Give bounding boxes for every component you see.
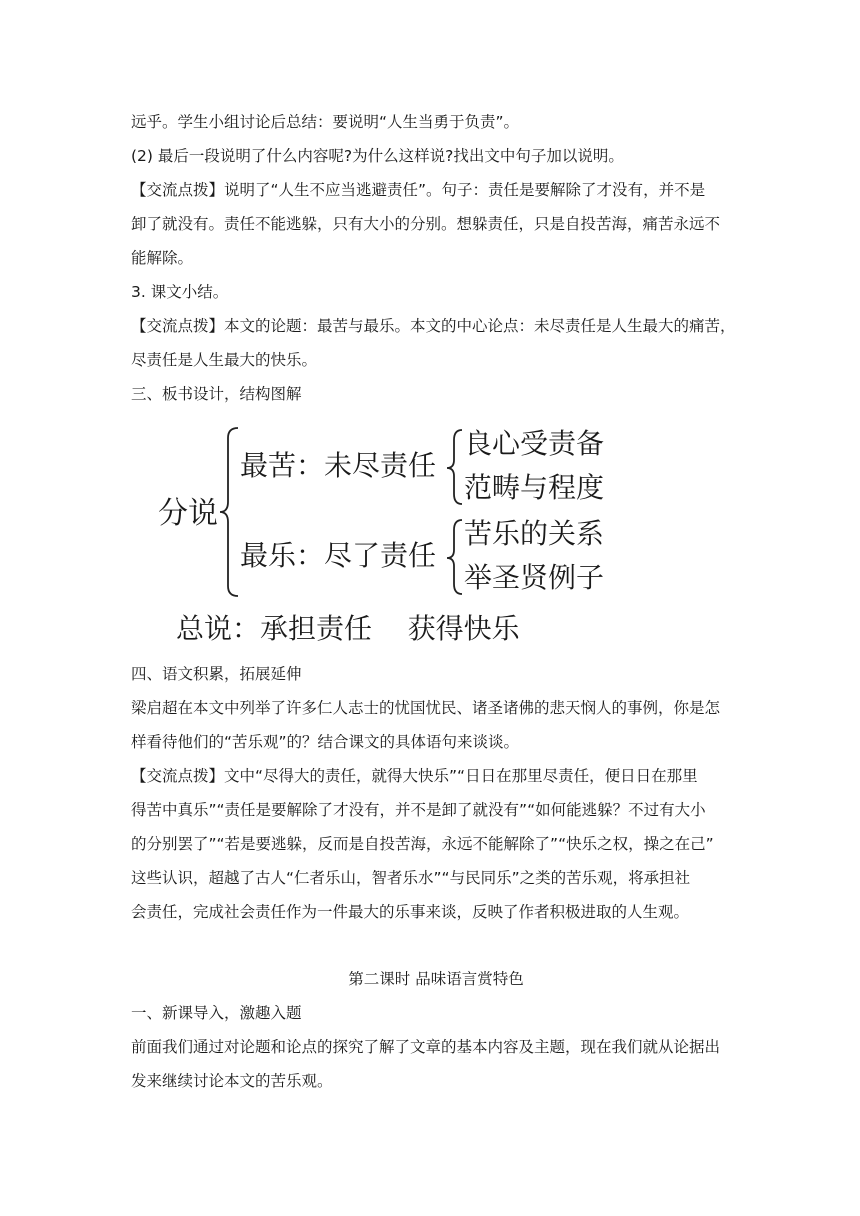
leaf-label: 举圣贤例子 (464, 561, 605, 594)
branch-brace (447, 430, 462, 504)
lesson-title: 第二课时 品味语言赏特色 (348, 970, 524, 988)
diagram-summary: 总说：承担责任 获得快乐 (176, 612, 520, 645)
section-heading: 四、语文积累，拓展延伸 (131, 665, 302, 683)
text-line: 尽责任是人生最大的快乐。 (131, 351, 318, 369)
text-line: 【交流点拨】说明了“人生不应当逃避责任”。句子：责任是要解除了才没有，并不是 (131, 181, 706, 199)
section-heading: 3. 课文小结。 (131, 283, 229, 301)
text-line: 【交流点拨】文中“尽得大的责任，就得大快乐”“日日在那里尽责任，便日日在那里 (131, 767, 698, 785)
section-heading: 三、板书设计，结构图解 (131, 385, 302, 403)
section-heading: 一、新课导入，激趣入题 (131, 1004, 302, 1022)
text-line: 梁启超在本文中列举了许多仁人志士的忧国忧民、诸圣诸佛的悲天悯人的事例，你是怎 (131, 699, 721, 717)
text-line: 发来继续讨论本文的苦乐观。 (131, 1072, 333, 1090)
leaf-label: 良心受责备 (464, 427, 605, 460)
text-line: 【交流点拨】本文的论题：最苦与最乐。本文的中心论点：未尽责任是人生最大的痛苦， (131, 317, 736, 335)
text-line: 卸了就没有。责任不能逃躲，只有大小的分别。想躲责任，只是自投苦海，痛苦永远不 (131, 215, 721, 233)
text-line: 的分别罢了”“若是要逃躲，反而是自投苦海，永远不能解除了”“快乐之权，操之在己” (131, 835, 714, 853)
text-line: 这些认识，超越了古人“仁者乐山，智者乐水”“与民同乐”之类的苦乐观，将承担社 (131, 869, 691, 887)
structure-diagram (150, 418, 630, 650)
leaf-label: 苦乐的关系 (464, 517, 605, 550)
diagram-root: 分说 (158, 496, 218, 531)
branch-label: 最苦：未尽责任 (240, 449, 437, 482)
branch-brace (447, 520, 462, 594)
text-line: 能解除。 (131, 249, 194, 267)
text-line: 前面我们通过对论题和论点的探究了解了文章的基本内容及主题，现在我们就从论据出 (131, 1038, 721, 1056)
text-line: 得苦中真乐”“责任是要解除了才没有，并不是卸了就没有”“如何能逃躲？不过有大小 (131, 801, 706, 819)
text-line: 样看待他们的“苦乐观”的？结合课文的具体语句来谈谈。 (131, 733, 520, 751)
text-line: 会责任，完成社会责任作为一件最大的乐事来谈，反映了作者积极进取的人生观。 (131, 903, 690, 921)
branch-label: 最乐：尽了责任 (240, 539, 437, 572)
leaf-label: 范畴与程度 (464, 471, 605, 504)
root-brace (220, 428, 238, 596)
question-line: (2) 最后一段说明了什么内容呢?为什么这样说?找出文中句子加以说明。 (131, 147, 624, 165)
text-line: 远乎。学生小组讨论后总结：要说明“人生当勇于负责”。 (131, 113, 520, 131)
